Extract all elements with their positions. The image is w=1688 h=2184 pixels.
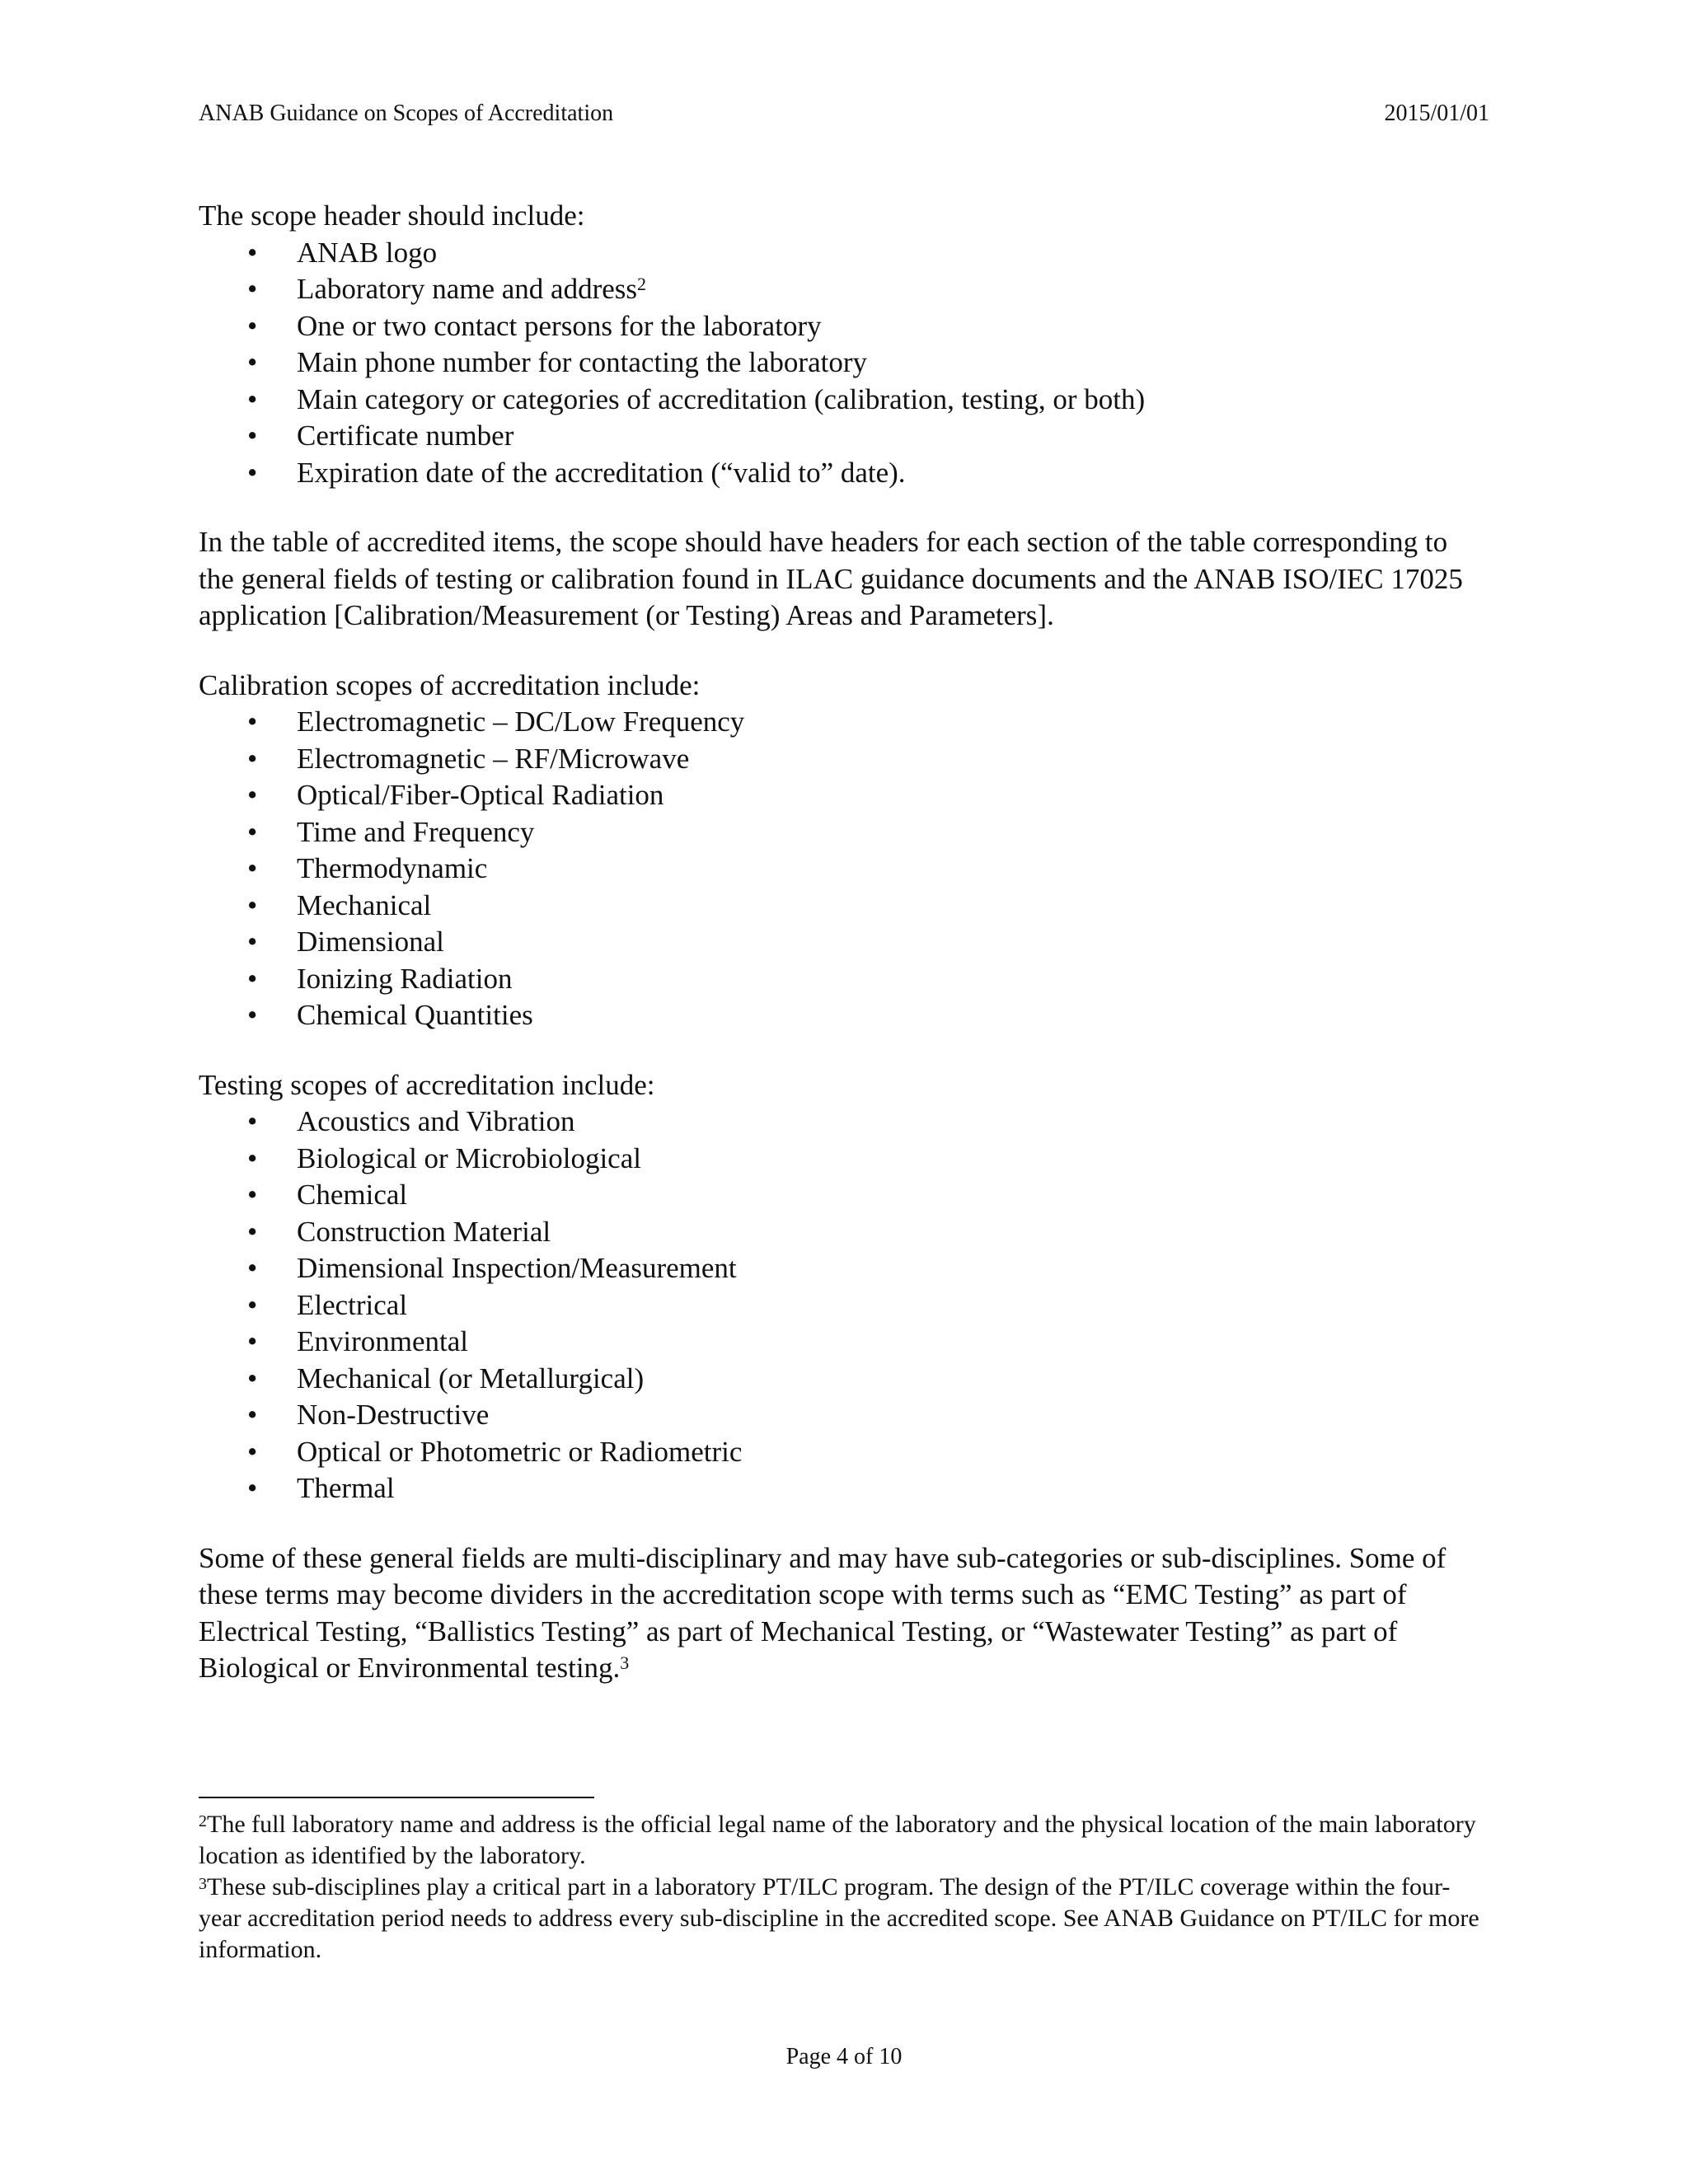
scope-header-list — [199, 235, 1489, 492]
bullet-icon: • — [247, 346, 258, 378]
footnote-ref: 2 — [637, 274, 647, 294]
table-headers-paragraph: In the table of accredited items, the scope should have headers for each section of the table corresponding to the general fields of testing or calibration found in ILAC guidance documents and the ANAB ISO/IEC 17025 application [Calibration/Measurement (or Testing) Areas and Parameters]. — [199, 526, 1463, 631]
list-item: • Chemical — [199, 1177, 1489, 1214]
list-item: • Non-Destructive — [199, 1397, 1489, 1434]
list-item: • Thermal — [199, 1470, 1489, 1507]
footnotes — [199, 1809, 1489, 1966]
list-item: • Laboratory name and address$^2$ — [199, 271, 1489, 308]
list-item: • Mechanical (or Metallurgical) — [199, 1361, 1489, 1398]
calibration-list — [199, 704, 1489, 1034]
list-item: • Environmental — [199, 1324, 1489, 1361]
list-item: • Optical or Photometric or Radiometric — [199, 1434, 1489, 1471]
bullet-icon: • — [247, 1399, 258, 1431]
list-item: • Main category or categories of accreditation (calibration, testing, or both) — [199, 382, 1489, 419]
scope-header-intro: The scope header should include: — [199, 199, 585, 232]
footnote-mark: 2 — [199, 1812, 207, 1830]
bullet-icon: • — [247, 815, 258, 848]
testing-list — [199, 1104, 1489, 1507]
header-date: 2015/01/01 — [1384, 101, 1489, 126]
list-item: • Time and Frequency — [199, 814, 1489, 851]
list-item: • Dimensional — [199, 924, 1489, 961]
list-item: • Optical/Fiber-Optical Radiation — [199, 777, 1489, 814]
bullet-icon: • — [247, 705, 258, 738]
bullet-icon: • — [247, 1435, 258, 1468]
header-title: ANAB Guidance on Scopes of Accreditation — [199, 101, 614, 126]
bullet-icon: • — [247, 1105, 258, 1137]
list-item: • Certificate number — [199, 418, 1489, 455]
bullet-icon: • — [247, 273, 258, 305]
page-number: Page 4 of 10 — [785, 2044, 903, 2069]
testing-intro: Testing scopes of accreditation include: — [199, 1068, 655, 1101]
footnote-ref: 3 — [620, 1652, 630, 1673]
bullet-icon: • — [247, 999, 258, 1031]
footnote-mark: 3 — [199, 1875, 207, 1893]
multidisciplinary-paragraph: Some of these general fields are multi-disciplinary and may have sub-categories or sub-disciplines. Some of these terms may become dividers in the accreditation scope with terms such as “EMC Testing” as part of Electrical Testing, “Ballistics Testing” as part of Mechanical Testing, or “Wastewater Testing” as part of Biological or Environmental testing.$^3$ — [199, 1541, 1447, 1684]
bullet-icon: • — [247, 742, 258, 775]
bullet-icon: • — [247, 456, 258, 489]
bullet-icon: • — [247, 962, 258, 995]
list-item: • Mechanical — [199, 888, 1489, 925]
bullet-icon: • — [247, 382, 258, 415]
main-content — [199, 198, 1489, 1687]
bullet-icon: • — [247, 852, 258, 884]
calibration-intro: Calibration scopes of accreditation include: — [199, 668, 701, 701]
list-item: • One or two contact persons for the laboratory — [199, 308, 1489, 345]
bullet-icon: • — [247, 236, 258, 269]
bullet-icon: • — [247, 1141, 258, 1174]
bullet-icon: • — [247, 1179, 258, 1211]
bullet-icon: • — [247, 419, 258, 452]
list-item: • Thermodynamic — [199, 851, 1489, 888]
bullet-icon: • — [247, 1361, 258, 1394]
bullet-icon: • — [247, 1215, 258, 1248]
list-item: • Dimensional Inspection/Measurement — [199, 1250, 1489, 1287]
footnote-divider — [199, 1797, 594, 1798]
list-item: • Biological or Microbiological — [199, 1141, 1489, 1178]
bullet-icon: • — [247, 926, 258, 958]
bullet-icon: • — [247, 1252, 258, 1284]
list-item: • Acoustics and Vibration — [199, 1104, 1489, 1141]
list-item: • Main phone number for contacting the laboratory — [199, 344, 1489, 382]
bullet-icon: • — [247, 1325, 258, 1357]
list-item: • Electrical — [199, 1287, 1489, 1324]
footnote-2: $^2$The full laboratory name and address is the official legal name of the laboratory and the physical location of the main laboratory location as identified by the laboratory. — [199, 1811, 1476, 1869]
list-item: • ANAB logo — [199, 235, 1489, 272]
list-item: • Expiration date of the accreditation (“valid to” date). — [199, 455, 1489, 492]
list-item: • Electromagnetic – RF/Microwave — [199, 741, 1489, 778]
footnote-3: $^3$These sub-disciplines play a critical part in a laboratory PT/ILC program. The design of the PT/ILC coverage within the four-year accreditation period needs to address every sub-discipline in the accredited scope. See ANAB Guidance on PT/ILC for more information. — [199, 1873, 1479, 1963]
running-header — [199, 99, 1489, 129]
bullet-icon: • — [247, 779, 258, 811]
bullet-icon: • — [247, 1288, 258, 1321]
list-item: • Ionizing Radiation — [199, 961, 1489, 998]
list-item: • Chemical Quantities — [199, 997, 1489, 1034]
bullet-icon: • — [247, 1472, 258, 1504]
list-item: • Construction Material — [199, 1214, 1489, 1251]
list-item: • Electromagnetic – DC/Low Frequency — [199, 704, 1489, 741]
bullet-icon: • — [247, 309, 258, 342]
bullet-icon: • — [247, 888, 258, 921]
